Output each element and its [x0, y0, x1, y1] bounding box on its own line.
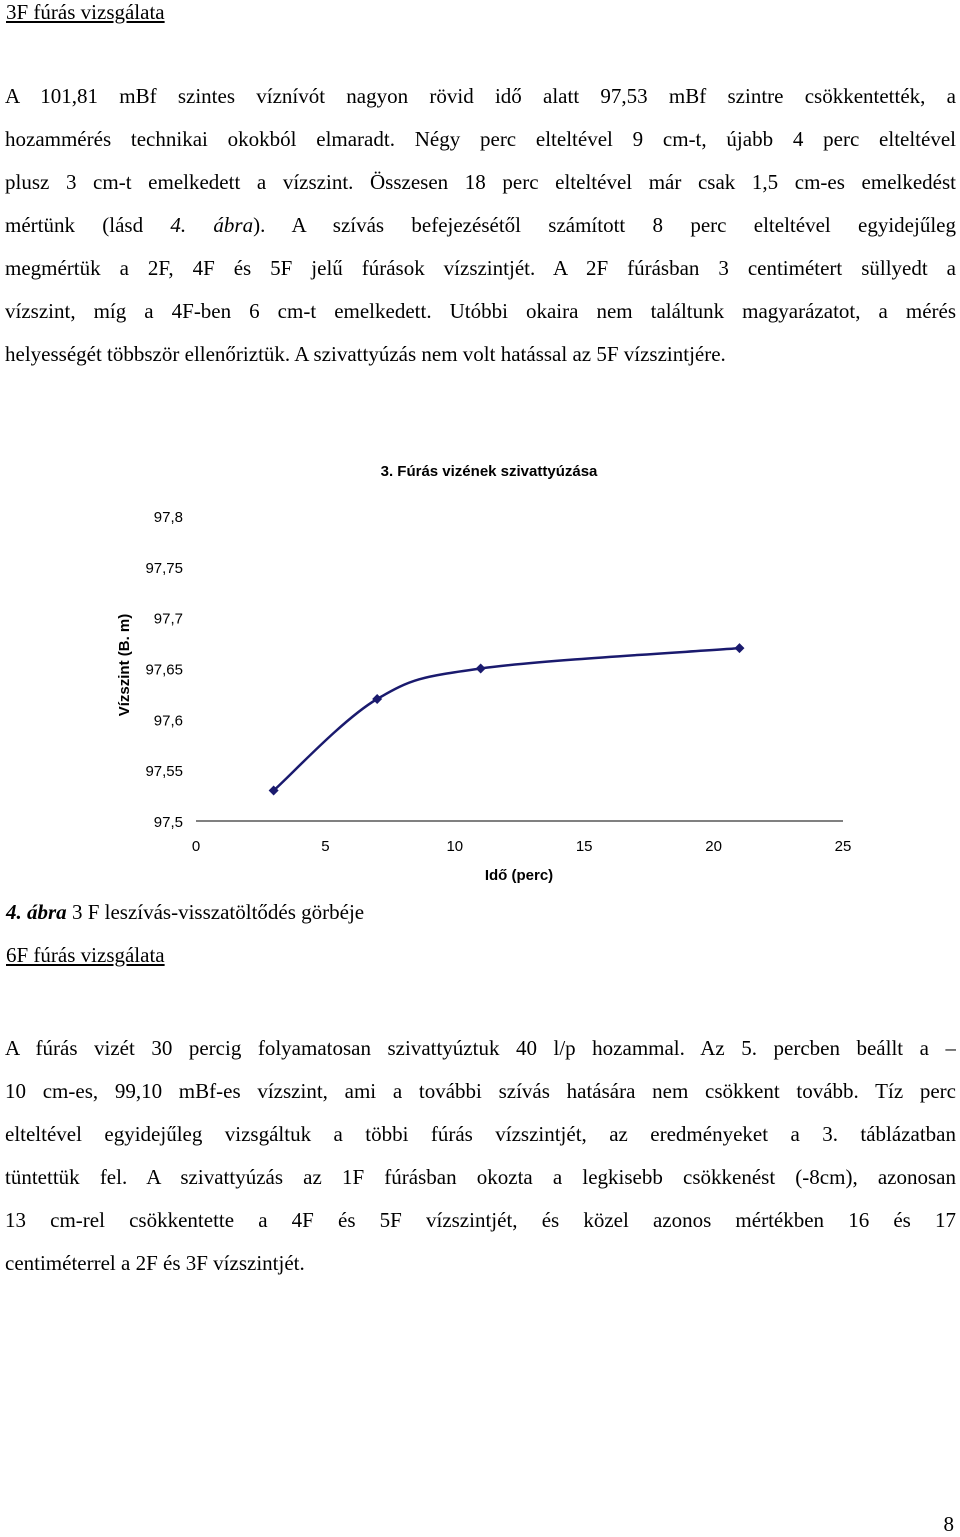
paragraph-6f-line — [5, 1070, 956, 1113]
x-tick-label: 25 — [834, 838, 852, 855]
paragraph-3f-line — [5, 290, 956, 333]
paragraph-6f-line — [5, 1156, 956, 1199]
text-run: 10 cm-es, 99,10 mBf-es vízszint, ami a további szívás hatására nem csökkent tovább. Tíz perc — [5, 1079, 956, 1103]
data-point-marker — [734, 643, 744, 653]
pumping-chart — [0, 440, 960, 890]
paragraph-6f-line — [5, 1242, 956, 1285]
text-run: megmértük a 2F, 4F és 5F jelű fúrások vízszintjét. A 2F fúrásban 3 centimétert süllyedt a — [5, 256, 956, 280]
figure-caption-label: 4. ábra — [6, 900, 67, 924]
y-tick-label: 97,7 — [153, 610, 183, 628]
y-axis-label: Vízszint (B. m) — [116, 613, 133, 717]
text-run: A fúrás vizét 30 percig folyamatosan szivattyúztuk 40 l/p hozammal. Az 5. percben beállt a – — [5, 1036, 956, 1060]
paragraph-3f — [5, 75, 956, 376]
text-run: centiméterrel a 2F és 3F vízszintjét. — [5, 1251, 305, 1275]
text-run: ). A szívás befejezésétől számított 8 perc elteltével egyidejűleg — [253, 213, 956, 237]
text-run: vízszint, míg a 4F-ben 6 cm-t emelkedett. Utóbbi okaira nem találtunk magyarázatot, a mérés — [5, 299, 956, 323]
data-point-marker — [476, 664, 486, 674]
text-run: mértünk (lásd — [5, 213, 171, 237]
paragraph-6f-line — [5, 1027, 956, 1070]
figure-caption-text: 3 F leszívás-visszatöltődés görbéje — [66, 900, 365, 924]
page-number: 8 — [943, 1512, 954, 1536]
x-tick-label: 0 — [191, 838, 201, 855]
text-run: 13 cm-rel csökkentette a 4F és 5F vízszintjét, és közel azonos mértékben 16 és 17 — [5, 1208, 956, 1232]
series-line — [274, 648, 740, 790]
text-run: helyességét többször ellenőriztük. A szivattyúzás nem volt hatással az 5F vízszintjére. — [5, 342, 726, 366]
x-tick-label: 5 — [321, 838, 330, 855]
y-tick-label: 97,5 — [153, 814, 183, 831]
section-heading-6f: 6F fúrás vizsgálata — [6, 943, 165, 967]
text-run: tüntettük fel. A szivattyúzás az 1F fúrásban okozta a legkisebb csökkenést (-8cm), azonosan — [5, 1165, 956, 1189]
paragraph-6f-line — [5, 1113, 956, 1156]
paragraph-3f-line — [5, 118, 956, 161]
x-tick-label: 20 — [705, 838, 722, 855]
text-run: plusz 3 cm-t emelkedett a vízszint. Összesen 18 perc elteltével már csak 1,5 cm-es emelkedést — [5, 170, 956, 194]
y-tick-label: 97,55 — [145, 763, 183, 781]
paragraph-3f-line — [5, 333, 956, 376]
y-tick-label: 97,8 — [153, 509, 183, 526]
y-tick-label: 97,65 — [145, 661, 183, 679]
y-tick-label: 97,75 — [145, 559, 183, 577]
text-run: 4. ábra — [170, 213, 254, 237]
paragraph-6f — [5, 1027, 956, 1285]
paragraph-3f-line — [5, 247, 956, 290]
y-tick-label: 97,6 — [153, 712, 183, 730]
x-tick-label: 15 — [575, 838, 593, 855]
chart-title: 3. Fúrás vizének szivattyúzása — [380, 463, 598, 480]
text-run: elteltével egyidejűleg vizsgáltuk a többi fúrás vízszintjét, az eredményeket a 3. táblázatban — [5, 1122, 956, 1146]
figure-caption — [6, 900, 364, 925]
section-heading-3f: 3F fúrás vizsgálata — [6, 0, 165, 24]
paragraph-3f-line — [5, 204, 956, 247]
text-run: A 101,81 mBf szintes víznívót nagyon rövid idő alatt 97,53 mBf szintre csökkentették, a — [5, 84, 956, 108]
paragraph-3f-line — [5, 75, 956, 118]
x-tick-label: 10 — [446, 838, 464, 855]
paragraph-3f-line — [5, 161, 956, 204]
x-axis-label: Idő (perc) — [484, 867, 554, 884]
text-run: hozammérés technikai okokból elmaradt. Négy perc elteltével 9 cm-t, újabb 4 perc elteltével — [5, 127, 956, 151]
paragraph-6f-line — [5, 1199, 956, 1242]
